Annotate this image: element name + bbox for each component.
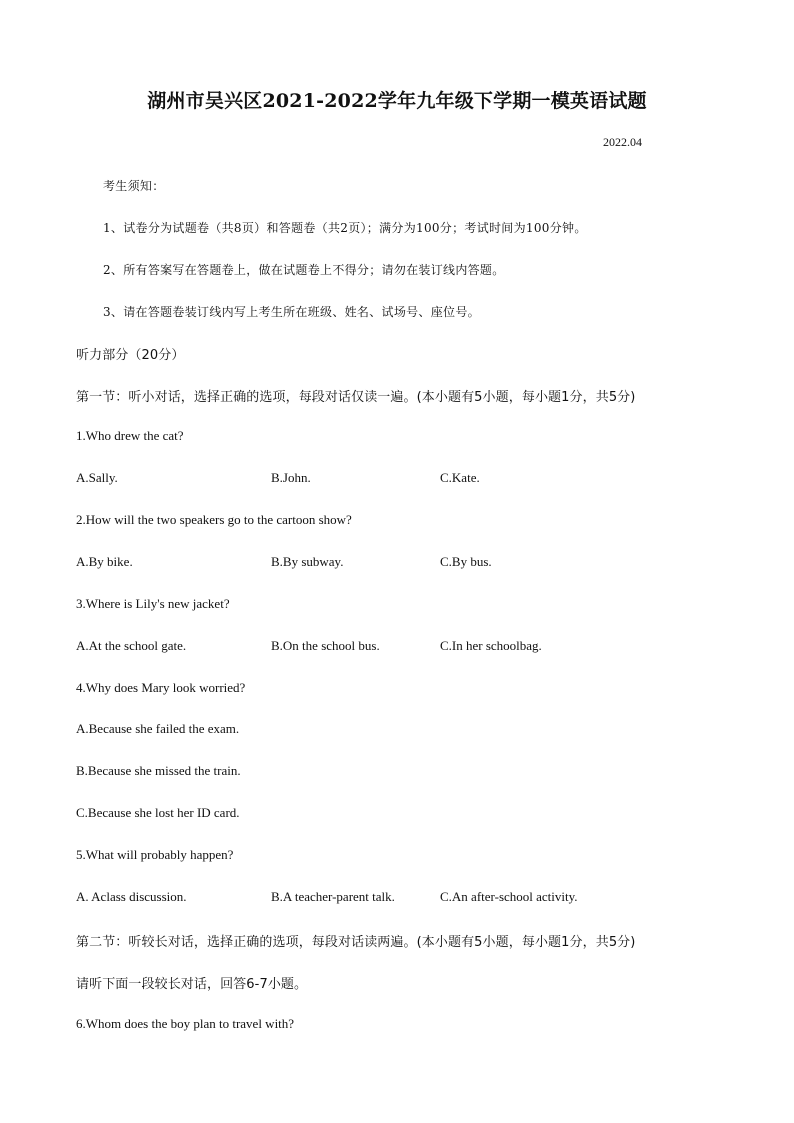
q2-option-c: C.By bus. bbox=[440, 554, 492, 569]
q1-option-b: B.John. bbox=[271, 470, 311, 485]
notice-item-3: 3、请在答题卷装订线内写上考生所在班级、姓名、试场号、座位号。 bbox=[103, 305, 480, 319]
q2-option-b: B.By subway. bbox=[271, 554, 344, 569]
section-2-instructions: 第二节：听较长对话，选择正确的选项，每段对话读两遍。(本小题有5小题，每小题1分，共5分) bbox=[76, 935, 636, 950]
exam-title: 湖州市吴兴区2021-2022学年九年级下学期一模英语试题 bbox=[147, 90, 647, 112]
section-2-intro: 请听下面一段较长对话，回答6-7小题。 bbox=[76, 977, 308, 992]
q1-option-a: A.Sally. bbox=[76, 470, 118, 485]
q3-option-a: A.At the school gate. bbox=[76, 638, 187, 653]
q2-option-a: A.By bike. bbox=[76, 554, 133, 569]
q3-option-c: C.In her schoolbag. bbox=[440, 638, 542, 653]
q5-option-a: A. Aclass discussion. bbox=[76, 889, 187, 904]
q4-option-a: A.Because she failed the exam. bbox=[76, 721, 240, 736]
q1-option-c: C.Kate. bbox=[440, 470, 480, 485]
q5-option-c: C.An after-school activity. bbox=[440, 889, 578, 904]
question-6: 6.Whom does the boy plan to travel with? bbox=[76, 1016, 295, 1031]
question-5: 5.What will probably happen? bbox=[76, 847, 234, 862]
question-3: 3.Where is Lily's new jacket? bbox=[76, 596, 230, 611]
question-2: 2.How will the two speakers go to the cartoon show? bbox=[76, 512, 352, 527]
exam-date: 2022.04 bbox=[603, 135, 642, 149]
notice-heading: 考生须知： bbox=[103, 179, 165, 193]
notice-item-2: 2、所有答案写在答题卷上，做在试题卷上不得分；请勿在装订线内答题。 bbox=[103, 263, 505, 277]
q3-option-b: B.On the school bus. bbox=[271, 638, 380, 653]
notice-item-1: 1、试卷分为试题卷（共8页）和答题卷（共2页）；满分为100分；考试时间为100分钟。 bbox=[103, 221, 587, 235]
q5-option-b: B.A teacher-parent talk. bbox=[271, 889, 395, 904]
question-4: 4.Why does Mary look worried? bbox=[76, 680, 246, 695]
listening-part-title: 听力部分（20分） bbox=[76, 348, 185, 363]
q4-option-b: B.Because she missed the train. bbox=[76, 763, 241, 778]
q4-option-c: C.Because she lost her ID card. bbox=[76, 805, 240, 820]
section-1-instructions: 第一节：听小对话，选择正确的选项，每段对话仅读一遍。(本小题有5小题，每小题1分，共5分) bbox=[76, 390, 636, 405]
question-1: 1.Who drew the cat? bbox=[76, 428, 184, 443]
